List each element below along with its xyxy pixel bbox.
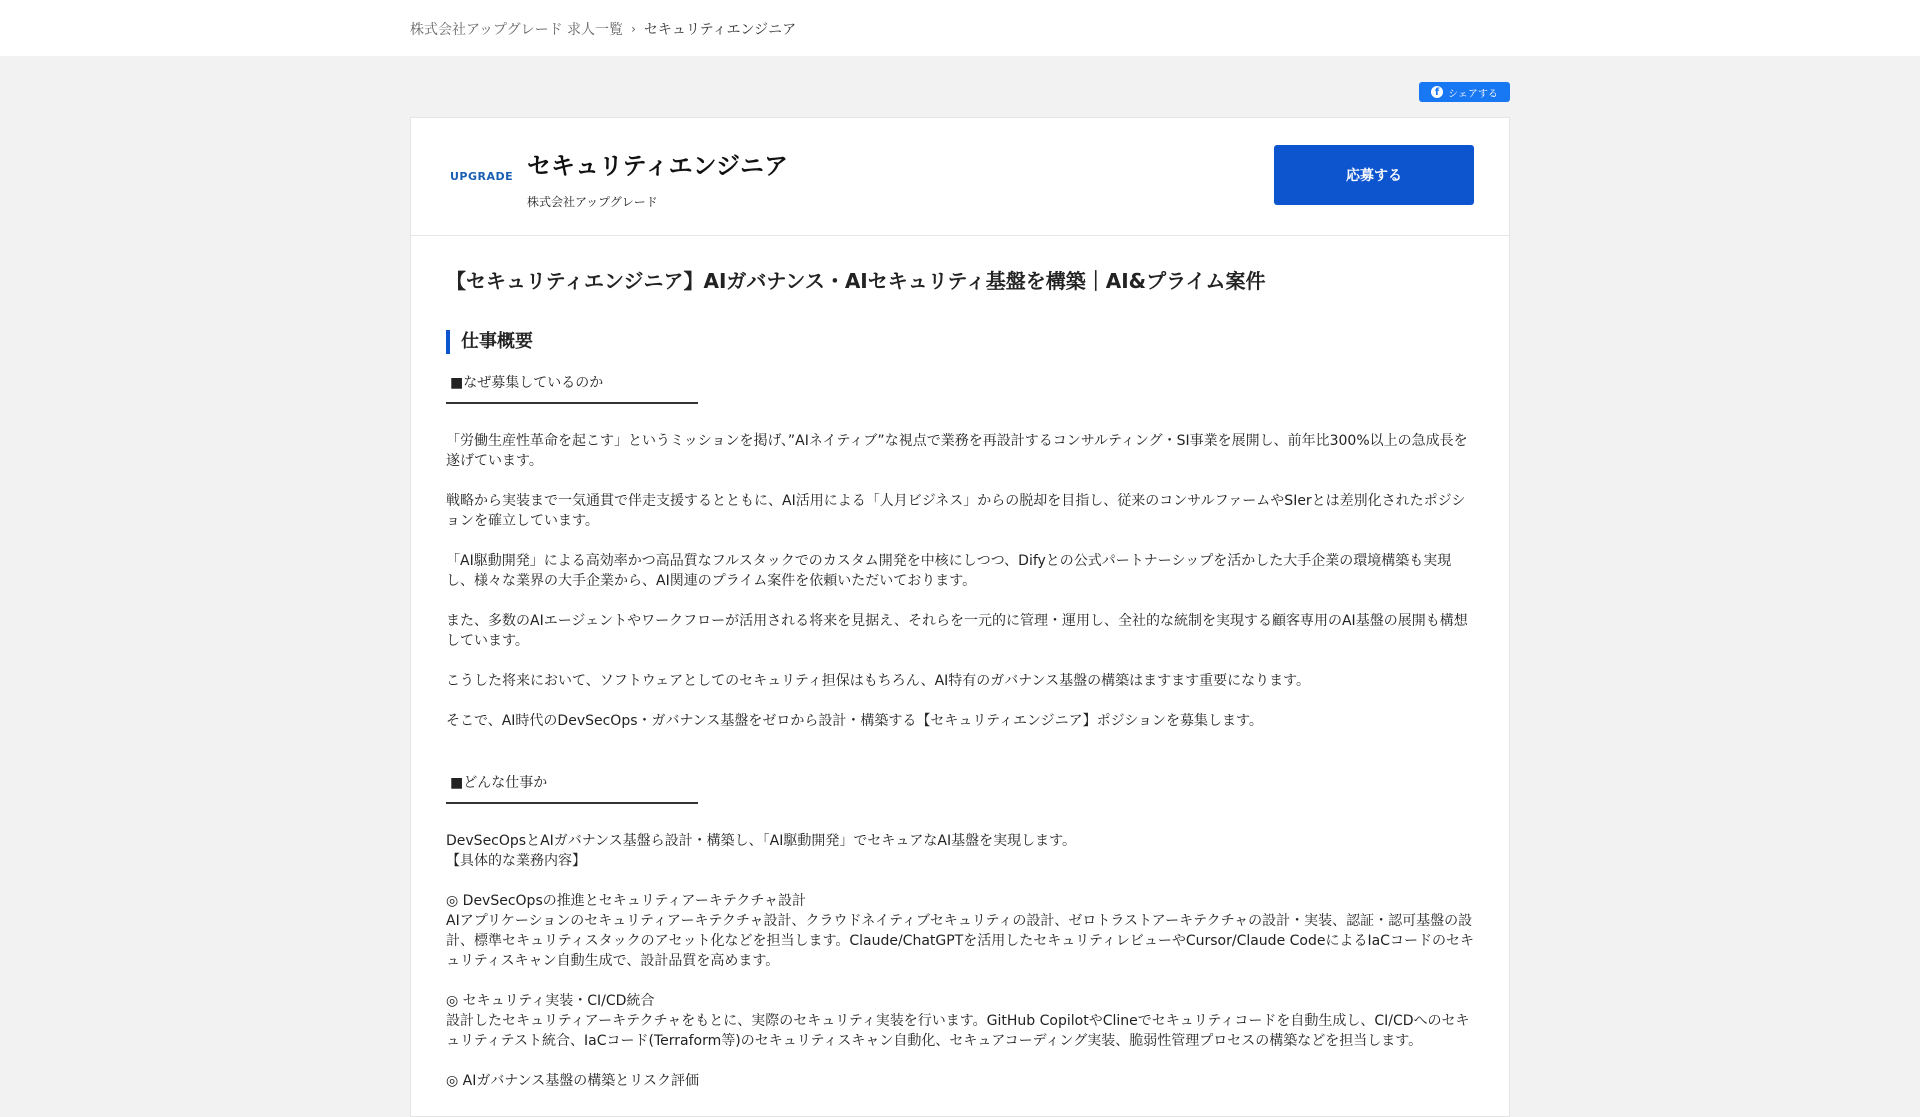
apply-button[interactable]: 応募する: [1274, 145, 1474, 205]
share-label: シェアする: [1448, 88, 1498, 100]
job-title: セキュリティエンジニア: [527, 152, 788, 180]
paragraph: 戦略から実装まで一気通貫で伴走支援するとともに、AI活用による「人月ビジネス」からの脱却を目指し、従来のコンサルファームやSIerとは差別化されたポジションを確立しています。: [446, 493, 1466, 529]
item-title: ◎ セキュリティ実装・CI/CD統合: [446, 993, 655, 1009]
facebook-icon: f: [1431, 86, 1443, 98]
paragraph: 「AI駆動開発」による高効率かつ高品質なフルスタックでのカスタム開発を中核にしつつ、Difyとの公式パートナーシップを活かした大手企業の環境構築も実現し、様々な業界の大手企業から、AI関連のプライム案件を依頼いただいております。: [446, 553, 1452, 589]
company-logo[interactable]: UPGRADE: [450, 170, 514, 183]
item-title: ◎ DevSecOpsの推進とセキュリティアーキテクチャ設計: [446, 893, 806, 909]
breadcrumb-company-jobs-link[interactable]: 株式会社アップグレード 求人一覧: [410, 22, 624, 38]
job-header: [411, 118, 1509, 236]
subhead-why-hiring: ■なぜ募集しているのか: [446, 372, 698, 404]
paragraph: こうした将来において、ソフトウェアとしてのセキュリティ担保はもちろん、AI特有のガバナンス基盤の構築はますます重要になります。: [446, 673, 1311, 689]
chevron-right-icon: ›: [631, 22, 636, 36]
subhead-what-job: ■どんな仕事か: [446, 772, 698, 804]
job-card: [410, 117, 1510, 1117]
job-headline: 【セキュリティエンジニア】AIガバナンス・AIセキュリティ基盤を構築｜AI&プライム案件: [446, 269, 1266, 293]
paragraph: DevSecOpsとAIガバナンス基盤ら設計・構築し、「AI駆動開発」でセキュアなAI基盤を実現します。: [446, 833, 1076, 849]
item-body: 設計したセキュリティアーキテクチャをもとに、実際のセキュリティ実装を行います。GitHub CopilotやClineでセキュリティコードを自動生成し、CI/CDへのセキュリティテスト統合、IaCコード(Terraform等)のセキュリティスキャン自動化、セキュアコーディング実装、脆弱性管理プロセスの構築などを担当します。: [446, 1013, 1470, 1049]
paragraph: 「労働生産性革命を起こす」というミッションを掲げ、”AIネイティブ”な視点で業務を再設計するコンサルティング・SI事業を展開し、前年比300%以上の急成長を遂げています。: [446, 433, 1468, 469]
list-heading: 【具体的な業務内容】: [446, 853, 586, 869]
paragraph: そこで、AI時代のDevSecOps・ガバナンス基盤をゼロから設計・構築する【セキュリティエンジニア】ポジションを募集します。: [446, 713, 1263, 729]
paragraph: また、多数のAIエージェントやワークフローが活用される将来を見据え、それらを一元的に管理・運用し、全社的な統制を実現する顧客専用のAI基盤の展開も構想しています。: [446, 613, 1468, 649]
item-body: AIアプリケーションのセキュリティアーキテクチャ設計、クラウドネイティブセキュリティの設計、ゼロトラストアーキテクチャの設計・実装、認証・認可基盤の設計、標準セキュリティスタックのアセット化などを担当します。Claude/ChatGPTを活用したセキュリティレビューやCursor/Claude CodeによるIaCコードのセキュリティスキャン自動生成で、設計品質を高めます。: [446, 913, 1474, 969]
item-title: ◎ AIガバナンス基盤の構築とリスク評価: [446, 1073, 699, 1089]
breadcrumb-current: セキュリティエンジニア: [643, 22, 797, 38]
facebook-share-button[interactable]: [1419, 82, 1510, 102]
top-bar: [0, 0, 1920, 56]
breadcrumb: [410, 19, 796, 39]
company-name: 株式会社アップグレード: [527, 195, 658, 209]
section-title-job-overview: 仕事概要: [446, 330, 533, 354]
